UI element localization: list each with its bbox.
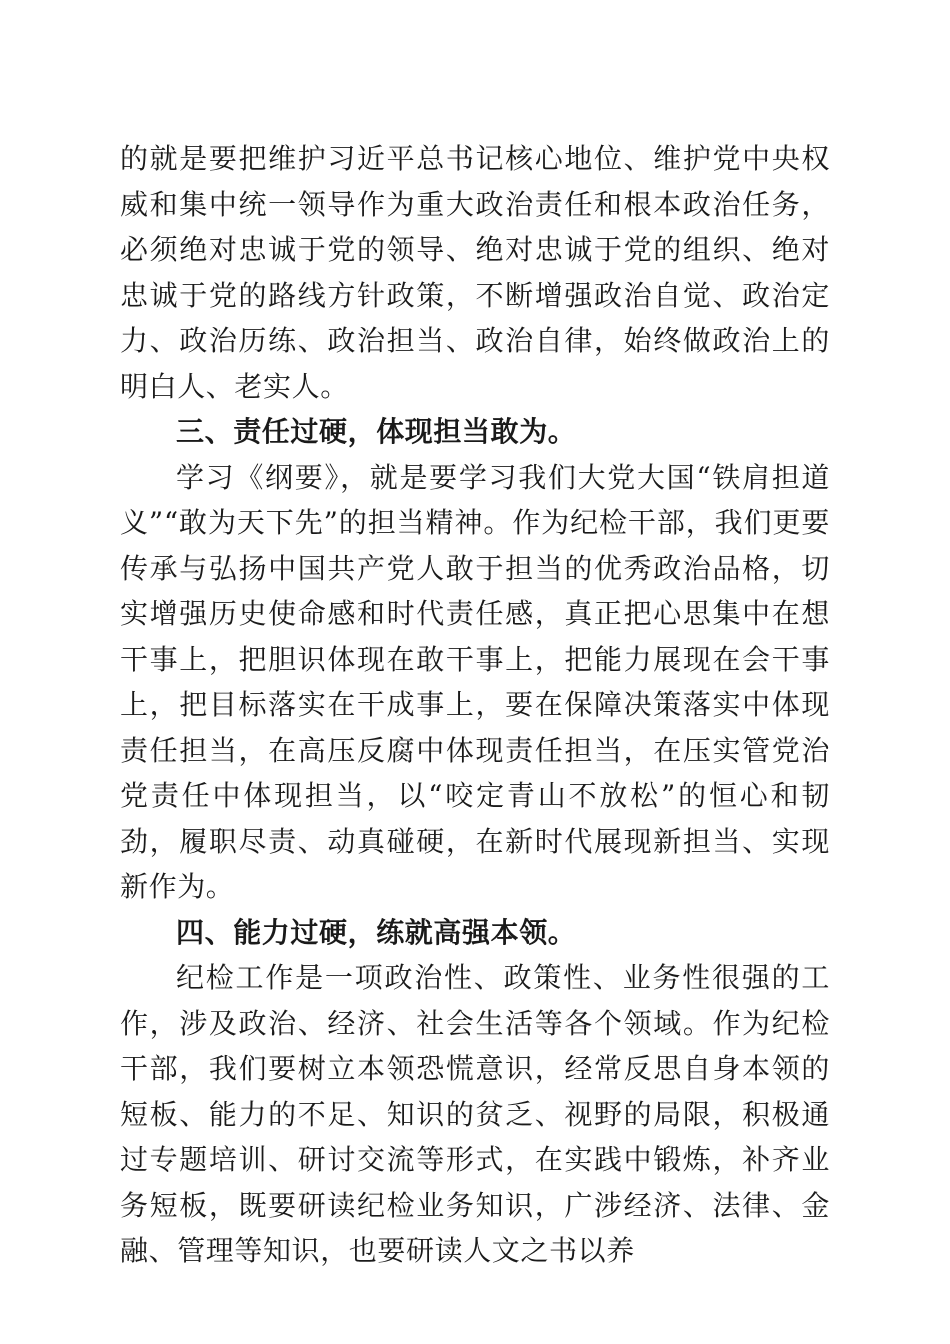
body-paragraph-ability: 纪检工作是一项政治性、政策性、业务性很强的工作，涉及政治、经济、社会生活等各个领域。作为纪检干部，我们要树立本领恐慌意识，经常反思自身本领的短板、能力的不足、知识的贫乏、视野的局限，积极通过专题培训、研讨交流等形式，在实践中锻炼，补齐业务短板，既要研读纪检业务知识，广涉经济、法律、金融、管理等知识，也要研读人文之书以养 (120, 961, 830, 1267)
document-body (120, 136, 830, 1274)
body-paragraph-continued: 的就是要把维护习近平总书记核心地位、维护党中央权威和集中统一领导作为重大政治责任和根本政治任务，必须绝对忠诚于党的领导、绝对忠诚于党的组织、绝对忠诚于党的路线方针政策，不断增强政治自觉、政治定力、政治历练、政治担当、政治自律，始终做政治上的明白人、老实人。 (120, 142, 830, 403)
body-paragraph-responsibility: 学习《纲要》，就是要学习我们大党大国“铁肩担道义”“敢为天下先”的担当精神。作为纪检干部，我们更要传承与弘扬中国共产党人敢于担当的优秀政治品格，切实增强历史使命感和时代责任感，真正把心思集中在想干事上，把胆识体现在敢干事上，把能力展现在会干事上，把目标落实在干成事上，要在保障决策落实中体现责任担当，在高压反腐中体现责任担当，在压实管党治党责任中体现担当，以“咬定青山不放松”的恒心和韧劲，履职尽责、动真碰硬，在新时代展现新担当、实现新作为。 (120, 460, 830, 903)
section-heading-3: 三、责任过硬，体现担当敢为。 (176, 415, 577, 448)
section-heading-4: 四、能力过硬，练就高强本领。 (176, 915, 577, 949)
